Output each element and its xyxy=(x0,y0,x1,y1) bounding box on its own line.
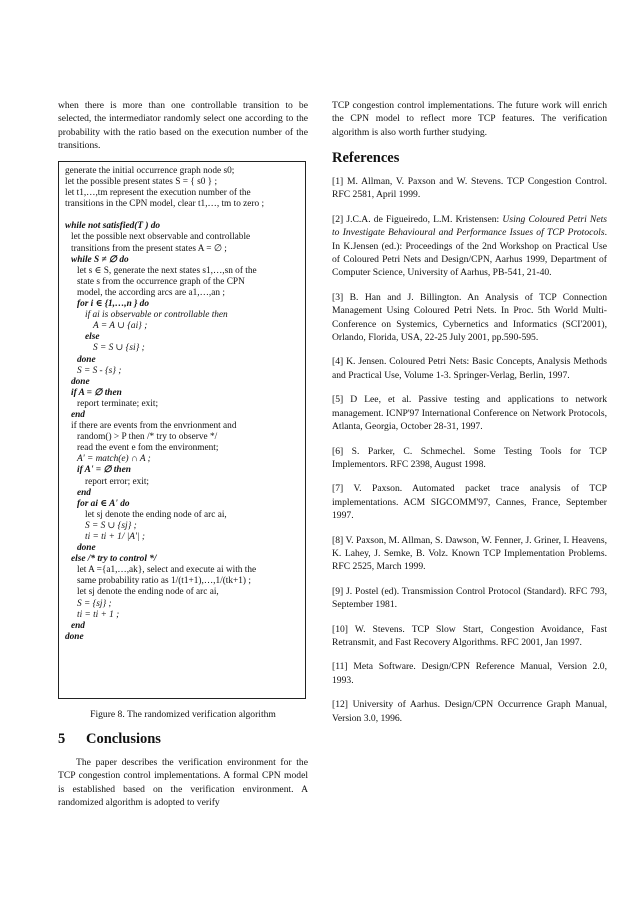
references-heading: References xyxy=(332,150,400,166)
algo-line: if A' = ∅ then xyxy=(77,465,131,476)
algo-line: end xyxy=(77,487,91,498)
section-number: 5 xyxy=(58,731,66,747)
algo-line: else /* try to control */ xyxy=(71,554,157,565)
figure-caption: Figure 8. The randomized verification algorithm xyxy=(90,709,276,720)
algo-line: report error; exit; xyxy=(85,476,150,487)
ref-2-authors: [2] J.C.A. de Figueiredo, L.M. Kristensen: xyxy=(332,213,503,225)
reference-item: [12] University of Aarhus. Design/CPN Occurrence Graph Manual, Version 3.0, 1996. xyxy=(332,699,607,724)
section-heading xyxy=(58,731,161,748)
algo-line: let A ={a1,…,ak}, select and execute ai with the xyxy=(77,565,257,576)
ref-2-rest: . In K.Jensen (ed.): Proceedings of the 2nd Workshop on Practical Use of Coloured Petri Nets and Design/CPN, Aarhus 1999, Department of Computer Science, University of Aarhus, PB-541, 21-40. xyxy=(332,227,607,279)
algo-line: ti = ti + 1 ; xyxy=(77,609,120,620)
algo-line: let t1,…,tm represent the execution number of the xyxy=(65,188,251,199)
algo-line: S = {sj} ; xyxy=(77,598,112,609)
algo-line: report terminate; exit; xyxy=(77,398,159,409)
algo-line: while not satisfied(T ) do xyxy=(65,221,161,232)
algo-line: A = A ∪ {ai} ; xyxy=(93,321,148,332)
algo-line: done xyxy=(77,354,96,365)
references-list xyxy=(332,175,607,736)
ref-2-title: Using Coloured Petri Nets to Investigate Behavioural and Performance Issues of TCP Protocols xyxy=(332,213,607,239)
algo-line: state s from the occurrence graph of the CPN xyxy=(77,276,245,287)
algo-line: S = S ∪ {sj} ; xyxy=(85,520,137,531)
algo-line: transitions from the present states A = ∅ ; xyxy=(71,243,227,254)
algo-line: while S ≠ ∅ do xyxy=(71,254,129,265)
algorithm-box xyxy=(58,161,306,699)
algo-line: for i ∈ {1,…,n } do xyxy=(77,299,149,310)
algo-line: same probability ratio as 1/(t1+1),…,1/(tk+1) ; xyxy=(77,576,251,587)
intro-paragraph: when there is more than one controllable transition to be selected, the intermediator randomly select one according to the probability with the ratio based on the execution number of the transitions. xyxy=(58,100,308,151)
algo-line: let sj denote the ending node of arc ai, xyxy=(85,509,227,520)
reference-item: [7] V. Paxson. Automated packet trace analysis of TCP implementations. ACM SIGCOMM'97, Cannes, France, September 1997. xyxy=(332,483,607,522)
algo-line: if A = ∅ then xyxy=(71,387,122,398)
algo-line: generate the initial occurrence graph node s0; xyxy=(65,166,235,176)
reference-item: [1] M. Allman, V. Paxson and W. Stevens. TCP Congestion Control. RFC 2581, April 1999. xyxy=(332,176,607,201)
algo-line: let s ∈ S, generate the next states s1,…,sn of the xyxy=(77,265,257,276)
algo-line: if ai is observable or controllable then xyxy=(85,310,228,321)
algo-line: else xyxy=(85,332,100,343)
reference-item: [4] K. Jensen. Coloured Petri Nets: Basic Concepts, Analysis Methods and Practical Use, Volume 1-3. Springer-Verlag, Berlin, 1997. xyxy=(332,356,607,381)
section-title: Conclusions xyxy=(86,731,161,747)
algo-line: done xyxy=(65,631,84,642)
algo-line: let sj denote the ending node of arc ai, xyxy=(77,587,219,598)
algo-line: random() > P then /* try to observe */ xyxy=(77,432,218,443)
algo-line: let the possible next observable and controllable xyxy=(71,232,251,243)
algo-line: end xyxy=(71,409,85,420)
algo-line: if there are events from the envrionment and xyxy=(71,421,237,432)
algo-line: read the event e fom the environment; xyxy=(77,443,219,454)
algo-line: S = S - {s} ; xyxy=(77,365,122,376)
algo-line: transitions in the CPN model, clear t1,…, tm to zero ; xyxy=(65,199,265,210)
conclusion-paragraph: The paper describes the verification environment for the TCP congestion control implementations. A formal CPN model is established based on the verification environment. A randomized algorithm is adopted to verify xyxy=(58,757,308,808)
algo-line: for ai ∈ A' do xyxy=(77,498,130,509)
algo-line: end xyxy=(71,620,85,631)
algo-line: done xyxy=(71,376,90,387)
reference-item: [6] S. Parker, C. Schmechel. Some Testing Tools for TCP Implementors. RFC 2398, August 1998. xyxy=(332,445,607,470)
reference-item: [10] W. Stevens. TCP Slow Start, Congestion Avoidance, Fast Retransmit, and Fast Recovery Algorithms. RFC 2001, Jan 1997. xyxy=(332,623,607,648)
algo-line: ti = ti + 1/ |A'| ; xyxy=(85,532,145,542)
reference-item: [3] B. Han and J. Billington. An Analysis of TCP Connection Management Using Coloured Petri Nets. In Proc. 5th World Multi-Conference on Systemics, Cybernetics and Informatics (SCI'2001), Orlando, Florida, USA, 22-25 July 2001, pp.590-595. xyxy=(332,291,607,344)
conclusion-continued: TCP congestion control implementations. The future work will enrich the CPN model to reflect more TCP features. The verification algorithm is also worth further studying. xyxy=(332,100,607,138)
algo-line: let the possible present states S = { s0 } ; xyxy=(65,177,218,188)
reference-item: [8] V. Paxson, M. Allman, S. Dawson, W. Fenner, J. Griner, I. Heavens, K. Lahey, J. Semke, B. Volz. Known TCP Implementation Problems. RFC 2525, March 1999. xyxy=(332,534,607,573)
reference-item: [11] Meta Software. Design/CPN Reference Manual, Version 2.0, 1993. xyxy=(332,661,607,686)
reference-item xyxy=(332,213,607,280)
algo-line: done xyxy=(77,543,96,554)
reference-item: [5] D Lee, et al. Passive testing and applications to network management. ICNP'97 International Conference on Network Protocols, Atlanta, Georgia, October 28-31, 1997. xyxy=(332,394,607,433)
reference-item: [9] J. Postel (ed). Transmission Control Protocol (Standard). RFC 793, September 1981. xyxy=(332,585,607,611)
algo-line: S = S ∪ {si} ; xyxy=(93,343,145,354)
algo-line: A' = match(e) ∩ A ; xyxy=(77,454,151,465)
algo-line: model, the according arcs are a1,…,an ; xyxy=(77,287,225,298)
